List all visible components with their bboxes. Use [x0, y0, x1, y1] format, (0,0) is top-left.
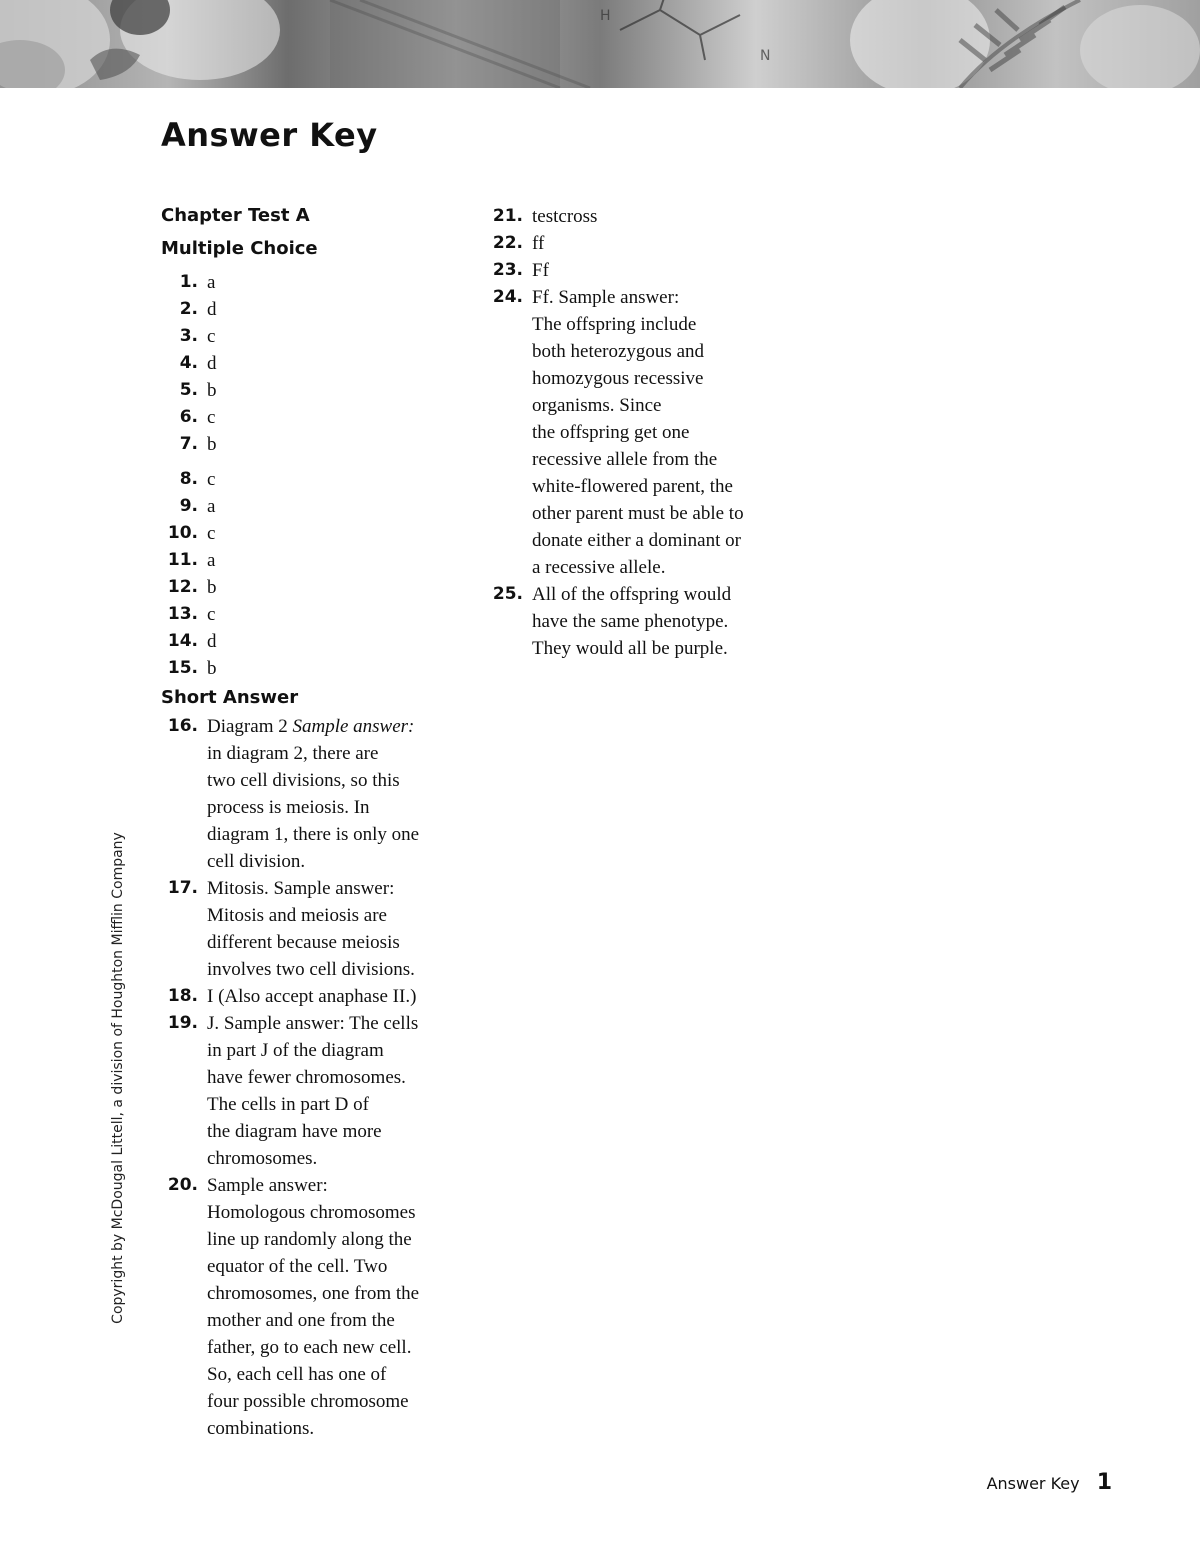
answer-item: 6. c [179, 407, 216, 428]
short-answer-item: 19. J. Sample answer: The cells in part J of the diagram have fewer chromosomes. The cells in part D of the diagram have more chromosomes. [167, 1013, 419, 1169]
short-answer-item: 17. Mitosis. Sample answer: Mitosis and meiosis are different because meiosis involves two cell divisions. [167, 878, 415, 980]
answer-item: 5. b [179, 380, 217, 401]
multiple-choice-list [161, 269, 471, 682]
short-answer-item: 24. Ff. Sample answer: The offspring include both heterozygous and homozygous recessive organisms. Since the offspring get one recessive allele from the white-flowered parent, the other parent must be able to donate either a dominant or a recessive allele. [492, 287, 744, 578]
short-answer-item: 25. All of the offspring would have the same phenotype. They would all be purple. [492, 584, 732, 659]
page-title: Answer Key [161, 116, 378, 154]
copyright-notice: Copyright by McDougal Littell, a division of Houghton Mifflin Company [110, 832, 126, 1324]
svg-text:H: H [600, 8, 611, 24]
answer-item: 4. d [179, 353, 217, 374]
answer-item: 8. c [179, 469, 216, 490]
short-answer-item: 18. I (Also accept anaphase II.) [167, 986, 417, 1007]
answer-item: 3. c [179, 326, 216, 347]
multiple-choice-heading: Multiple Choice [161, 238, 318, 259]
nature-collage-illustration [0, 0, 1200, 88]
answer-item: 7. b [179, 434, 217, 455]
page-footer [987, 1470, 1112, 1495]
page-number: 1 [1096, 1470, 1112, 1495]
short-answer-list-left [161, 713, 471, 1442]
answer-item: 10. c [167, 523, 216, 544]
answer-item: 13. c [167, 604, 216, 625]
answer-item: 1. a [179, 272, 216, 293]
footer-label: Answer Key [986, 1474, 1080, 1493]
short-answer-item: 20. Sample answer: Homologous chromosomes line up randomly along the equator of the cell. Two chromosomes, one from the mother and one from the father, go to each new cell. So, each cell has one of four possible chromosome combinations. [167, 1175, 420, 1439]
answer-item: 15. b [167, 658, 217, 679]
short-answer-list-right [486, 203, 796, 662]
short-answer-item: 16. Diagram 2 Sample answer: in diagram 2, there are two cell divisions, so this process is meiosis. In diagram 1, there is only one cell division. [167, 716, 420, 872]
left-column [161, 203, 471, 1442]
short-answer-item: 22. ff [492, 233, 545, 254]
svg-text:N: N [760, 48, 771, 64]
answer-item: 14. d [167, 631, 217, 652]
short-answer-item: 21. testcross [492, 206, 598, 227]
answer-item: 9. a [179, 496, 216, 517]
header-banner-image [0, 0, 1200, 88]
right-column [486, 203, 796, 662]
section-title: Chapter Test A [161, 205, 310, 226]
short-answer-item: 23. Ff [492, 260, 549, 281]
answer-item: 11. a [167, 550, 216, 571]
answer-item: 12. b [167, 577, 217, 598]
short-answer-heading: Short Answer [161, 687, 299, 708]
answer-item: 2. d [179, 299, 217, 320]
